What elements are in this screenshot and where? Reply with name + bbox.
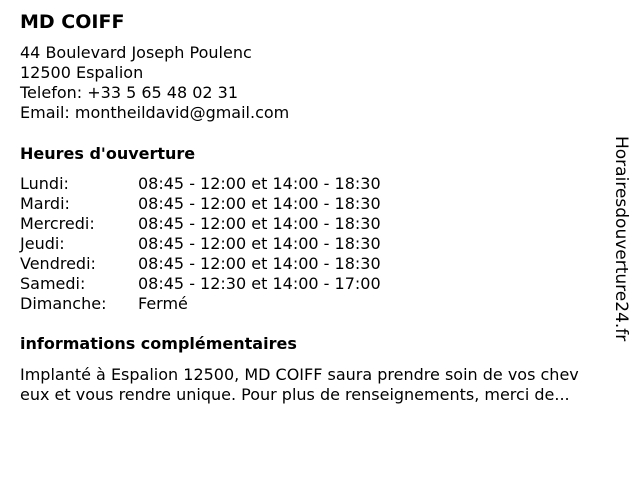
opening-hours-title: Heures d'ouverture <box>20 144 196 163</box>
day-label: Samedi: <box>20 274 86 293</box>
opening-hours-list <box>20 174 381 314</box>
address-line-2: 12500 Espalion <box>20 63 144 82</box>
hours-row-thursday <box>20 234 381 254</box>
address-line-1: 44 Boulevard Joseph Poulenc <box>20 43 252 62</box>
description-line-1: Implanté à Espalion 12500, MD COIFF saura prendre soin de vos chev <box>20 365 579 384</box>
hours-row-monday <box>20 174 381 194</box>
day-label: Lundi: <box>20 174 69 193</box>
contact-block <box>20 43 289 123</box>
time-value: 08:45 - 12:00 et 14:00 - 18:30 <box>138 194 381 213</box>
time-value: 08:45 - 12:30 et 14:00 - 17:00 <box>138 274 381 293</box>
time-value: 08:45 - 12:00 et 14:00 - 18:30 <box>138 174 381 193</box>
time-value: Fermé <box>138 294 188 313</box>
day-label: Dimanche: <box>20 294 107 313</box>
day-label: Jeudi: <box>20 234 65 253</box>
hours-row-wednesday <box>20 214 381 234</box>
description-text <box>20 365 632 405</box>
day-label: Mardi: <box>20 194 70 213</box>
hours-row-sunday <box>20 294 381 314</box>
hours-row-saturday <box>20 274 381 294</box>
time-value: 08:45 - 12:00 et 14:00 - 18:30 <box>138 254 381 273</box>
site-watermark: Horairesdouverture24.fr <box>611 136 631 342</box>
hours-row-tuesday <box>20 194 381 214</box>
phone-number[interactable]: Telefon: +33 5 65 48 02 31 <box>20 83 239 102</box>
time-value: 08:45 - 12:00 et 14:00 - 18:30 <box>138 214 381 233</box>
description-line-2: eux et vous rendre unique. Pour plus de renseignements, merci de... <box>20 385 570 404</box>
day-label: Vendredi: <box>20 254 96 273</box>
day-label: Mercredi: <box>20 214 95 233</box>
additional-info-title: informations complémentaires <box>20 334 297 353</box>
business-name: MD COIFF <box>20 11 125 33</box>
time-value: 08:45 - 12:00 et 14:00 - 18:30 <box>138 234 381 253</box>
email-address[interactable]: Email: montheildavid@gmail.com <box>20 103 290 122</box>
hours-row-friday <box>20 254 381 274</box>
